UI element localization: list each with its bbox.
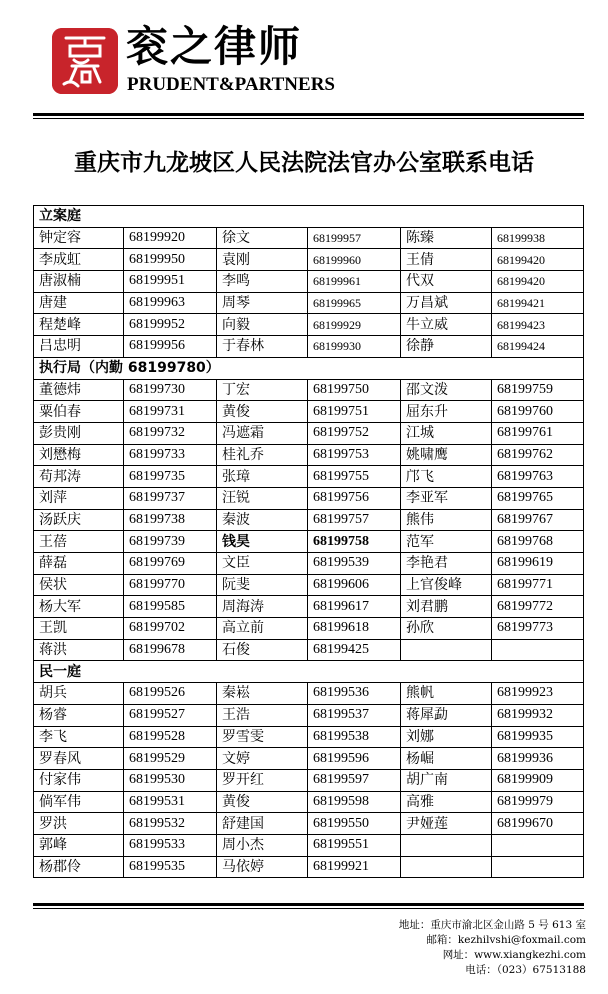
contact-name [401, 834, 492, 856]
contact-name: 杨郡伶 [34, 856, 124, 878]
contact-name: 陈臻 [401, 227, 492, 249]
contact-name: 杨大军 [34, 596, 124, 618]
contact-phone: 68199909 [492, 769, 584, 791]
table-row [34, 336, 584, 358]
contact-name: 江城 [401, 422, 492, 444]
table-row [34, 422, 584, 444]
contact-phone: 68199756 [308, 487, 401, 509]
contact-name: 李成虹 [34, 249, 124, 271]
table-row [34, 509, 584, 531]
contact-name: 付家伟 [34, 769, 124, 791]
contact-phone: 68199770 [124, 574, 217, 596]
contact-name: 李鸣 [217, 271, 308, 293]
table-row [34, 553, 584, 575]
contact-phone: 68199923 [492, 683, 584, 705]
contact-phone: 68199771 [492, 574, 584, 596]
contact-name: 钱昊 [217, 531, 308, 553]
contact-phone: 68199935 [492, 726, 584, 748]
table-row [34, 487, 584, 509]
contact-phone: 68199702 [124, 618, 217, 640]
table-row [34, 639, 584, 661]
contact-name: 粟伯春 [34, 401, 124, 423]
contact-phone [492, 639, 584, 661]
contact-name: 罗雪雯 [217, 726, 308, 748]
footer-contact [399, 918, 586, 978]
contact-phone: 68199938 [492, 227, 584, 249]
table-row [34, 834, 584, 856]
contact-phone [492, 856, 584, 878]
table-row [34, 726, 584, 748]
contact-phone: 68199761 [492, 422, 584, 444]
contact-phone: 68199529 [124, 748, 217, 770]
contact-phone: 68199760 [492, 401, 584, 423]
contact-name: 胡广南 [401, 769, 492, 791]
contact-phone: 68199537 [308, 704, 401, 726]
contact-name: 邝飞 [401, 466, 492, 488]
section-header-row [34, 661, 584, 683]
contact-name: 钟定容 [34, 227, 124, 249]
table-row [34, 856, 584, 878]
contact-phone [492, 834, 584, 856]
contact-name: 黄俊 [217, 401, 308, 423]
table-row [34, 791, 584, 813]
contact-phone: 68199957 [308, 227, 401, 249]
contact-name: 牛立威 [401, 314, 492, 336]
table-row [34, 683, 584, 705]
contact-name: 姚啸鹰 [401, 444, 492, 466]
contact-phone: 68199979 [492, 791, 584, 813]
contact-name: 文婷 [217, 748, 308, 770]
contact-name: 桂礼乔 [217, 444, 308, 466]
contact-phone: 68199536 [308, 683, 401, 705]
contact-name: 罗洪 [34, 813, 124, 835]
contact-name: 尹娅莲 [401, 813, 492, 835]
contact-name: 丁宏 [217, 379, 308, 401]
footer-divider-thick [33, 903, 584, 906]
contact-name: 薛磊 [34, 553, 124, 575]
contact-directory [33, 205, 583, 878]
contact-phone: 68199739 [124, 531, 217, 553]
footer-phone: 电话：（023）67513188 [465, 964, 586, 976]
contact-name: 袁刚 [217, 249, 308, 271]
footer-divider-thin [33, 908, 584, 909]
contact-phone: 68199767 [492, 509, 584, 531]
contact-name: 刘萍 [34, 487, 124, 509]
contact-phone: 68199956 [124, 336, 217, 358]
contact-phone: 68199421 [492, 292, 584, 314]
contact-phone: 68199535 [124, 856, 217, 878]
contact-phone: 68199762 [492, 444, 584, 466]
section-header-row [34, 206, 584, 228]
contact-name: 熊伟 [401, 509, 492, 531]
contact-name: 董德炜 [34, 379, 124, 401]
contact-phone: 68199936 [492, 748, 584, 770]
contact-phone: 68199527 [124, 704, 217, 726]
contact-phone: 68199765 [492, 487, 584, 509]
contact-name: 黄俊 [217, 791, 308, 813]
contact-phone: 68199598 [308, 791, 401, 813]
contact-name: 周小杰 [217, 834, 308, 856]
contact-phone: 68199735 [124, 466, 217, 488]
contact-name: 李亚军 [401, 487, 492, 509]
contact-phone: 68199950 [124, 249, 217, 271]
contact-phone: 68199737 [124, 487, 217, 509]
contact-name: 高雅 [401, 791, 492, 813]
footer-email: 邮箱：kezhilvshi@foxmail.com [426, 934, 586, 946]
contact-phone: 68199539 [308, 553, 401, 575]
contact-name: 张璋 [217, 466, 308, 488]
contact-name: 向毅 [217, 314, 308, 336]
contact-phone: 68199951 [124, 271, 217, 293]
contact-phone: 68199753 [308, 444, 401, 466]
contact-name: 马依婷 [217, 856, 308, 878]
table-row [34, 748, 584, 770]
footer-website: 网址：www.xiangkezhi.com [442, 949, 586, 961]
contact-name: 周海涛 [217, 596, 308, 618]
footer-address: 地址：重庆市渝北区金山路 5 号 613 室 [398, 919, 586, 931]
contact-phone: 68199526 [124, 683, 217, 705]
contact-phone: 68199533 [124, 834, 217, 856]
section-title: 执行局（内勤 68199780） [34, 357, 584, 379]
contact-name: 汤跃庆 [34, 509, 124, 531]
contact-phone: 68199920 [124, 227, 217, 249]
table-row [34, 227, 584, 249]
contact-phone: 68199531 [124, 791, 217, 813]
contact-phone: 68199619 [492, 553, 584, 575]
contact-phone: 68199730 [124, 379, 217, 401]
contact-phone: 68199952 [124, 314, 217, 336]
contact-name: 高立前 [217, 618, 308, 640]
contact-phone: 68199678 [124, 639, 217, 661]
contact-name: 李飞 [34, 726, 124, 748]
contact-phone: 68199617 [308, 596, 401, 618]
contact-phone: 68199757 [308, 509, 401, 531]
header-divider-thin [33, 118, 584, 119]
contact-phone: 68199606 [308, 574, 401, 596]
logo-seal-icon [52, 28, 118, 94]
contact-name: 杨睿 [34, 704, 124, 726]
header [0, 0, 608, 110]
contact-name: 王凯 [34, 618, 124, 640]
contact-name: 刘君鹏 [401, 596, 492, 618]
contact-phone: 68199532 [124, 813, 217, 835]
contact-name: 石俊 [217, 639, 308, 661]
contact-phone: 68199597 [308, 769, 401, 791]
contact-phone: 68199965 [308, 292, 401, 314]
contact-name: 孙欣 [401, 618, 492, 640]
contact-name: 刘懋梅 [34, 444, 124, 466]
contact-phone: 68199755 [308, 466, 401, 488]
contact-name: 秦崧 [217, 683, 308, 705]
contact-phone: 68199423 [492, 314, 584, 336]
contact-phone: 68199758 [308, 531, 401, 553]
contact-phone: 68199732 [124, 422, 217, 444]
contact-phone: 68199618 [308, 618, 401, 640]
contact-phone: 68199759 [492, 379, 584, 401]
table-row [34, 401, 584, 423]
contact-name [401, 639, 492, 661]
table-row [34, 444, 584, 466]
contact-name: 王浩 [217, 704, 308, 726]
table-row [34, 596, 584, 618]
contact-phone: 68199930 [308, 336, 401, 358]
contact-phone: 68199772 [492, 596, 584, 618]
table-row [34, 574, 584, 596]
contact-name: 汪锐 [217, 487, 308, 509]
contact-name: 罗开红 [217, 769, 308, 791]
logo-english-name: PRUDENT&PARTNERS [127, 74, 335, 95]
contact-name: 周琴 [217, 292, 308, 314]
contact-name: 范军 [401, 531, 492, 553]
contact-name: 倘军伟 [34, 791, 124, 813]
table-row [34, 813, 584, 835]
table-row [34, 292, 584, 314]
contact-phone: 68199961 [308, 271, 401, 293]
contact-phone: 68199425 [308, 639, 401, 661]
table-row [34, 466, 584, 488]
contact-phone: 68199424 [492, 336, 584, 358]
contact-name: 胡兵 [34, 683, 124, 705]
table-row [34, 618, 584, 640]
contact-phone: 68199960 [308, 249, 401, 271]
contact-name: 舒建国 [217, 813, 308, 835]
contact-table [33, 205, 584, 878]
contact-name: 阮斐 [217, 574, 308, 596]
contact-phone: 68199596 [308, 748, 401, 770]
table-row [34, 531, 584, 553]
contact-name: 万昌斌 [401, 292, 492, 314]
contact-phone: 68199420 [492, 271, 584, 293]
contact-phone: 68199769 [124, 553, 217, 575]
contact-phone: 68199530 [124, 769, 217, 791]
contact-phone: 68199929 [308, 314, 401, 336]
contact-name: 蒋洪 [34, 639, 124, 661]
contact-name: 苟邦涛 [34, 466, 124, 488]
contact-name: 蒋犀勐 [401, 704, 492, 726]
document-title: 重庆市九龙坡区人民法院法官办公室联系电话 [74, 150, 534, 176]
contact-phone: 68199538 [308, 726, 401, 748]
contact-name: 代双 [401, 271, 492, 293]
contact-name: 邵文泼 [401, 379, 492, 401]
table-row [34, 704, 584, 726]
header-divider-thick [33, 113, 584, 116]
contact-name: 刘娜 [401, 726, 492, 748]
contact-name: 唐建 [34, 292, 124, 314]
contact-name: 王蓓 [34, 531, 124, 553]
section-title: 立案庭 [34, 206, 584, 228]
contact-phone: 68199585 [124, 596, 217, 618]
contact-name: 文臣 [217, 553, 308, 575]
table-row [34, 314, 584, 336]
contact-phone: 68199551 [308, 834, 401, 856]
table-row [34, 769, 584, 791]
contact-phone: 68199550 [308, 813, 401, 835]
contact-name: 侯状 [34, 574, 124, 596]
contact-phone: 68199752 [308, 422, 401, 444]
contact-phone: 68199751 [308, 401, 401, 423]
section-title: 民一庭 [34, 661, 584, 683]
contact-phone: 68199420 [492, 249, 584, 271]
contact-name [401, 856, 492, 878]
contact-name: 王倩 [401, 249, 492, 271]
contact-name: 彭贵刚 [34, 422, 124, 444]
contact-name: 唐淑楠 [34, 271, 124, 293]
contact-name: 杨崛 [401, 748, 492, 770]
contact-name: 程楚峰 [34, 314, 124, 336]
contact-phone: 68199763 [492, 466, 584, 488]
contact-name: 徐文 [217, 227, 308, 249]
contact-phone: 68199670 [492, 813, 584, 835]
contact-phone: 68199750 [308, 379, 401, 401]
contact-phone: 68199731 [124, 401, 217, 423]
contact-phone: 68199733 [124, 444, 217, 466]
table-row [34, 249, 584, 271]
contact-name: 罗春风 [34, 748, 124, 770]
table-row [34, 379, 584, 401]
contact-phone: 68199963 [124, 292, 217, 314]
contact-phone: 68199768 [492, 531, 584, 553]
contact-phone: 68199738 [124, 509, 217, 531]
contact-name: 徐静 [401, 336, 492, 358]
contact-name: 吕忠明 [34, 336, 124, 358]
contact-name: 屈东升 [401, 401, 492, 423]
contact-name: 冯遮霜 [217, 422, 308, 444]
contact-phone: 68199932 [492, 704, 584, 726]
contact-phone: 68199528 [124, 726, 217, 748]
contact-name: 于春林 [217, 336, 308, 358]
contact-name: 李艳君 [401, 553, 492, 575]
table-row [34, 271, 584, 293]
contact-name: 上官俊峰 [401, 574, 492, 596]
section-header-row [34, 357, 584, 379]
contact-name: 郭峰 [34, 834, 124, 856]
logo-chinese-name: 衮之律师 [126, 22, 303, 71]
contact-name: 秦波 [217, 509, 308, 531]
contact-phone: 68199773 [492, 618, 584, 640]
contact-name: 熊帆 [401, 683, 492, 705]
contact-phone: 68199921 [308, 856, 401, 878]
